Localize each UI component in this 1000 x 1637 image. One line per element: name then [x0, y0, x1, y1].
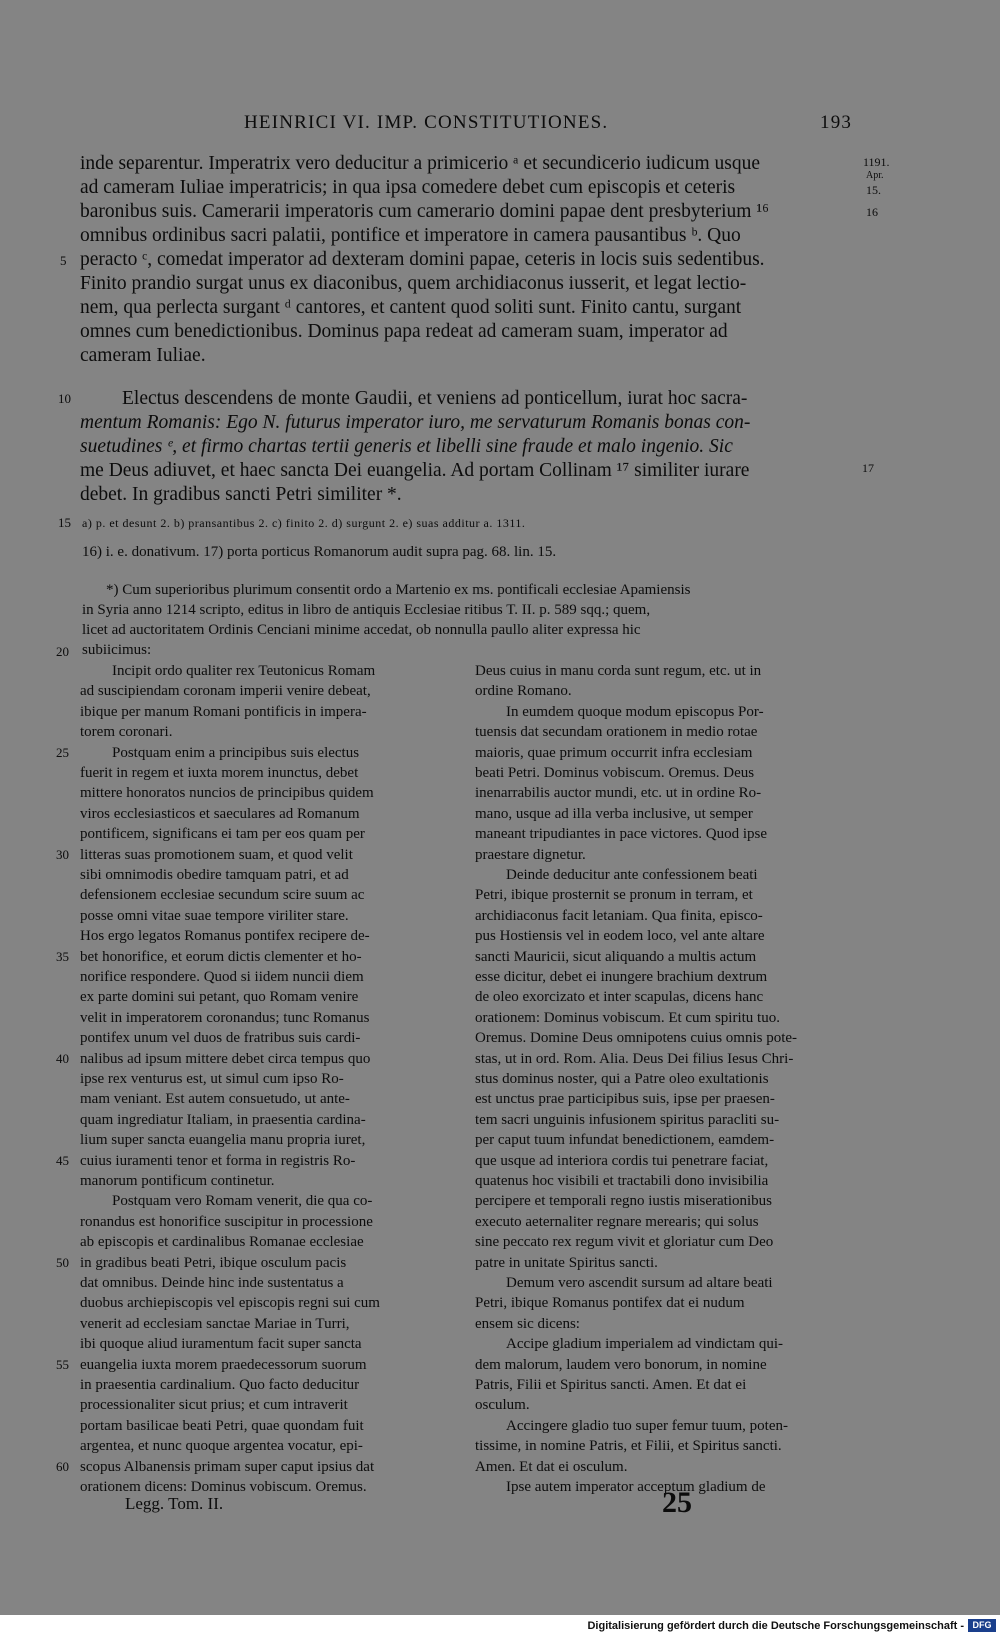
note-left-line: manorum pontificum continetur. [80, 1173, 275, 1189]
line-number: 15 [58, 515, 71, 530]
note-left-line: euangelia iuxta morem praedecessorum suorum [80, 1356, 367, 1373]
note-left-line: quam ingrediatur Italiam, in praesentia cardina- [80, 1111, 366, 1128]
margin-day: 15. [866, 183, 881, 197]
note-line: *) Cum superioribus plurimum consentit ordo a Martenio ex ms. pontificali ecclesiae Apamiensis [106, 582, 691, 598]
note-right-line: de oleo exorcizato et inter scapulas, dicens hanc [475, 989, 764, 1006]
note-right-line: pus Hostiensis vel in eodem loco, vel ante altare [475, 928, 765, 945]
note-left-line: Incipit ordo qualiter rex Teutonicus Romam [112, 663, 376, 679]
note-right-line: executo aeternaliter regnare merearis; qui solus [475, 1213, 759, 1230]
page-number: 193 [820, 112, 853, 133]
main-line: peracto ᶜ, comedat imperator ad dexteram domini papae, ceteris in locis suis sedentibus. [80, 249, 765, 270]
funding-credit: Digitalisierung gefördert durch die Deutsche Forschungsgemeinschaft - [587, 1620, 964, 1632]
note-left-line: pontifex unum vel duos de fratribus suis cardi- [80, 1030, 361, 1047]
note-left-line: mam veniant. Est autem consuetudo, ut ante- [80, 1091, 350, 1108]
main-line: omnibus ordinibus sacri palatii, pontifice et imperatore in camera pausantibus ᵇ. Quo [80, 225, 741, 246]
margin-month: Apr. [866, 170, 884, 181]
sheet-signature: 25 [662, 1486, 692, 1519]
note-right-line: stas, ut in ord. Rom. Alia. Deus Dei filius Iesus Chri- [475, 1050, 794, 1067]
note-right-line: orationem: Dominus vobiscum. Et cum spiritu tuo. [475, 1009, 780, 1026]
note-right-line: In eumdem quoque modum episcopus Por- [506, 703, 764, 720]
note-left-line: torem coronari. [80, 724, 173, 741]
margin-ref-17: 17 [862, 461, 874, 475]
note-left-line: Hos ergo legatos Romanus pontifex recipere de- [80, 928, 370, 945]
note-right-line: tissime, in nomine Patris, et Filii, et Spiritus sancti. [475, 1438, 782, 1455]
main-line: nem, qua perlecta surgant ᵈ cantores, et cantent quod soliti sunt. Finito cantu, surgant [80, 297, 742, 318]
main-line: suetudines ᵉ, et firmo chartas tertii generis et libelli sine fraude et malo ingenio. Sic [80, 436, 733, 457]
note-right-line: beati Petri. Dominus vobiscum. Oremus. Deus [475, 765, 755, 781]
note-right-line: Petri, ibique prosternit se pronum in terram, et [475, 887, 753, 904]
line-number: 40 [56, 1051, 69, 1066]
note-line: licet ad auctoritatem Ordinis Cenciani minime accedat, ob nonnulla paullo aliter expressa hic [82, 622, 641, 638]
line-number: 5 [60, 253, 67, 268]
note-right-line: osculum. [475, 1397, 530, 1414]
note-left-line: posse omni vitae suae tempore viriliter stare. [80, 907, 349, 924]
running-title: HEINRICI VI. IMP. CONSTITUTIONES. [244, 112, 609, 133]
note-right-line: sancti Mauricii, sicut aliquando a multis actum [475, 948, 757, 965]
note-left-line: fuerit in regem et iuxta morem inunctus, debet [80, 765, 359, 781]
note-left-line: nalibus ad ipsum mittere debet circa tempus quo [80, 1050, 371, 1067]
note-right-line: Oremus. Domine Deus omnipotens cuius omnis pote- [475, 1030, 798, 1047]
note-left-line: ab episcopis et cardinalibus Romanae ecclesiae [80, 1234, 364, 1251]
note-right-line: praestare dignetur. [475, 846, 586, 863]
note-left-line: portam basilicae beati Petri, quae quondam fuit [80, 1417, 364, 1434]
note-right-line: dem malorum, laudem vero bonorum, in nomine [475, 1356, 767, 1373]
main-line: baronibus suis. Camerarii imperatoris cum camerario domini papae dent presbyterium ¹⁶ [80, 201, 769, 222]
note-left-line: lium super sancta euangelia manu propria iuret, [80, 1132, 366, 1149]
note-left-line: ex parte domini sui petant, quo Romam venire [80, 989, 359, 1006]
note-right-line: percipere et temporali regno iustis miserationibus [475, 1193, 772, 1210]
note-right-line: inenarrabilis auctor mundi, etc. ut in ordine Ro- [475, 785, 762, 802]
note-right-line: esse dicitur, debet ei inungere brachium dextrum [475, 969, 768, 985]
note-right-line: que usque ad interiora cordis tui penetrare faciat, [475, 1152, 769, 1169]
note-right-line: Petri, ibique Romanus pontifex dat ei nudum [475, 1295, 745, 1312]
note-left-line: bet honorifice, et eorum dictis clementer et ho- [80, 948, 362, 965]
note-left-line: litteras suas promotionem suam, et quod velit [80, 846, 353, 863]
note-left-line: defensionem ecclesiae secundum scire suum ac [80, 887, 365, 904]
main-line: mentum Romanis: Ego N. futurus imperator iuro, me servaturum Romanis bonas con- [80, 412, 751, 433]
dfg-logo: DFG [968, 1619, 996, 1632]
note-line: in Syria anno 1214 scripto, editus in libro de antiquis Ecclesiae ritibus T. II. p. 589 sqq.; quem, [82, 602, 651, 618]
footnotes-letters: a) p. et desunt 2. b) pransantibus 2. c) finito 2. d) surgunt 2. e) suas additur a. 1311. [82, 516, 526, 530]
note-left-line: mittere honoratos nuncios de principibus quidem [80, 785, 374, 802]
note-left-line: in praesentia cardinalium. Quo facto deducitur [80, 1377, 360, 1393]
note-left-line: argentea, et nunc quoque argentea vocatur, epi- [80, 1438, 363, 1455]
note-left-line: venerit ad ecclesiam sanctae Mariae in Turri, [80, 1315, 350, 1332]
note-right-line: tem sacri unguinis infusionem spiritus paracliti su- [475, 1111, 780, 1128]
note-left-line: ipse rex venturus est, ut simul cum ipso Ro- [80, 1071, 344, 1087]
note-left-line: dat omnibus. Deinde hinc inde sustentatus a [80, 1275, 344, 1291]
note-right-line: Deus cuius in manu corda sunt regum, etc. ut in [475, 663, 762, 679]
note-left-line: ibique per manum Romani pontificis in impera- [80, 703, 367, 720]
line-number: 45 [56, 1153, 69, 1168]
note-left-line: sibi omnimodis obedire tamquam patri, et ad [80, 867, 349, 883]
line-number: 30 [56, 847, 69, 862]
note-right-line: Demum vero ascendit sursum ad altare beati [506, 1275, 773, 1291]
line-number: 60 [56, 1459, 69, 1474]
main-line: inde separentur. Imperatrix vero deducitur a primicerio ᵃ et secundicerio iudicum usque [80, 153, 761, 174]
note-right-line: patre in unitate Spiritus sancti. [475, 1254, 658, 1271]
note-left-line: ronandus est honorifice suscipitur in processione [80, 1213, 373, 1230]
note-left-line: ad suscipiendam coronam imperii venire debeat, [80, 683, 371, 700]
note-right-line: per caput tuum infundat benedictionem, eamdem- [475, 1132, 775, 1149]
note-left-line: orationem dicens: Dominus vobiscum. Oremus. [80, 1479, 367, 1495]
note-right-line: tuensis dat secundam orationem in medio rotae [475, 724, 758, 741]
note-right-line: Accipe gladium imperialem ad vindictam qui- [506, 1336, 783, 1353]
main-line: omnes cum benedictionibus. Dominus papa redeat ad cameram suam, imperator ad [80, 321, 728, 342]
main-line: Finito prandio surgat unus ex diaconibus, quem archidiaconus iusserit, et legat lectio- [80, 273, 747, 294]
note-left-line: velit in imperatorem coronandus; tunc Romanus [80, 1009, 370, 1026]
note-right-line: archidiaconus facit letaniam. Qua finita, episco- [475, 907, 763, 924]
margin-ref-16: 16 [866, 205, 878, 219]
note-right-line: Ipse autem imperator acceptum gladium de [506, 1479, 766, 1495]
note-right-line: sine peccato rex regum vivit et gloriatur cum Deo [475, 1234, 774, 1251]
note-left-line: duobus archiepiscopis vel episcopis regni sui cum [80, 1295, 380, 1312]
note-right-line: est unctus prae participibus suis, ipse per praesen- [475, 1091, 775, 1108]
line-number: 55 [56, 1357, 69, 1372]
note-right-line: quatenus hoc visibili et tractabili dono invisibilia [475, 1173, 769, 1189]
line-number: 10 [58, 391, 71, 406]
note-left-line: viros ecclesiasticos et saeculares ad Romanum [80, 805, 360, 822]
note-right-line: mano, usque ad illa verba inclusive, ut semper [475, 805, 753, 822]
note-left-line: cuius iuramenti tenor et forma in registris Ro- [80, 1152, 356, 1169]
line-number: 35 [56, 949, 69, 964]
note-right-line: ordine Romano. [475, 683, 572, 700]
note-right-line: Accingere gladio tuo super femur tuum, poten- [506, 1417, 788, 1434]
note-left-line: ibi quoque aliud iuramentum facit super sancta [80, 1336, 362, 1353]
line-number: 25 [56, 745, 69, 760]
line-number: 20 [56, 644, 69, 659]
main-line: Electus descendens de monte Gaudii, et veniens ad ponticellum, iurat hoc sacra- [122, 388, 748, 409]
main-line: ad cameram Iuliae imperatricis; in qua ipsa comedere debet cum episcopis et ceteris [80, 177, 736, 198]
footnotes-numbers: 16) i. e. donativum. 17) porta porticus Romanorum audit supra pag. 68. lin. 15. [82, 544, 557, 560]
note-left-line: scopus Albanensis primam super caput ipsius dat [80, 1458, 375, 1475]
note-left-line: pontificem, significans ei tam per eos quam per [80, 826, 365, 843]
main-line: cameram Iuliae. [80, 345, 206, 366]
note-left-line: Postquam vero Romam venerit, die qua co- [112, 1193, 373, 1210]
note-left-line: Postquam enim a principibus suis electus [112, 744, 360, 761]
note-right-line: stus dominus noster, qui a Patre oleo exultationis [475, 1071, 769, 1087]
note-left-line: norifice respondere. Quod si iidem nuncii diem [80, 969, 364, 985]
note-left-line: processionaliter sicut prius; et cum intraverit [80, 1397, 348, 1414]
note-right-line: maioris, quae primum occurrit infra ecclesiam [475, 744, 753, 761]
note-right-line: Amen. Et dat ei osculum. [475, 1458, 628, 1475]
note-left-line: in gradibus beati Petri, ibique osculum pacis [80, 1254, 347, 1271]
line-number: 50 [56, 1255, 69, 1270]
digitization-footer [0, 1615, 1000, 1637]
note-right-line: Patris, Filii et Spiritus sancti. Amen. Et dat ei [475, 1377, 747, 1393]
note-right-line: ensem sic dicens: [475, 1315, 580, 1332]
main-line: debet. In gradibus sancti Petri similiter *. [80, 484, 402, 505]
margin-year: 1191. [863, 155, 890, 169]
note-right-line: maneant tripudiantes in pace victores. Quod ipse [475, 826, 767, 843]
volume-signature: Legg. Tom. II. [125, 1494, 224, 1513]
note-line: subiicimus: [82, 642, 152, 658]
main-line: me Deus adiuvet, et haec sancta Dei euangelia. Ad portam Collinam ¹⁷ similiter iurare [80, 460, 750, 481]
note-right-line: Deinde deducitur ante confessionem beati [506, 867, 758, 883]
